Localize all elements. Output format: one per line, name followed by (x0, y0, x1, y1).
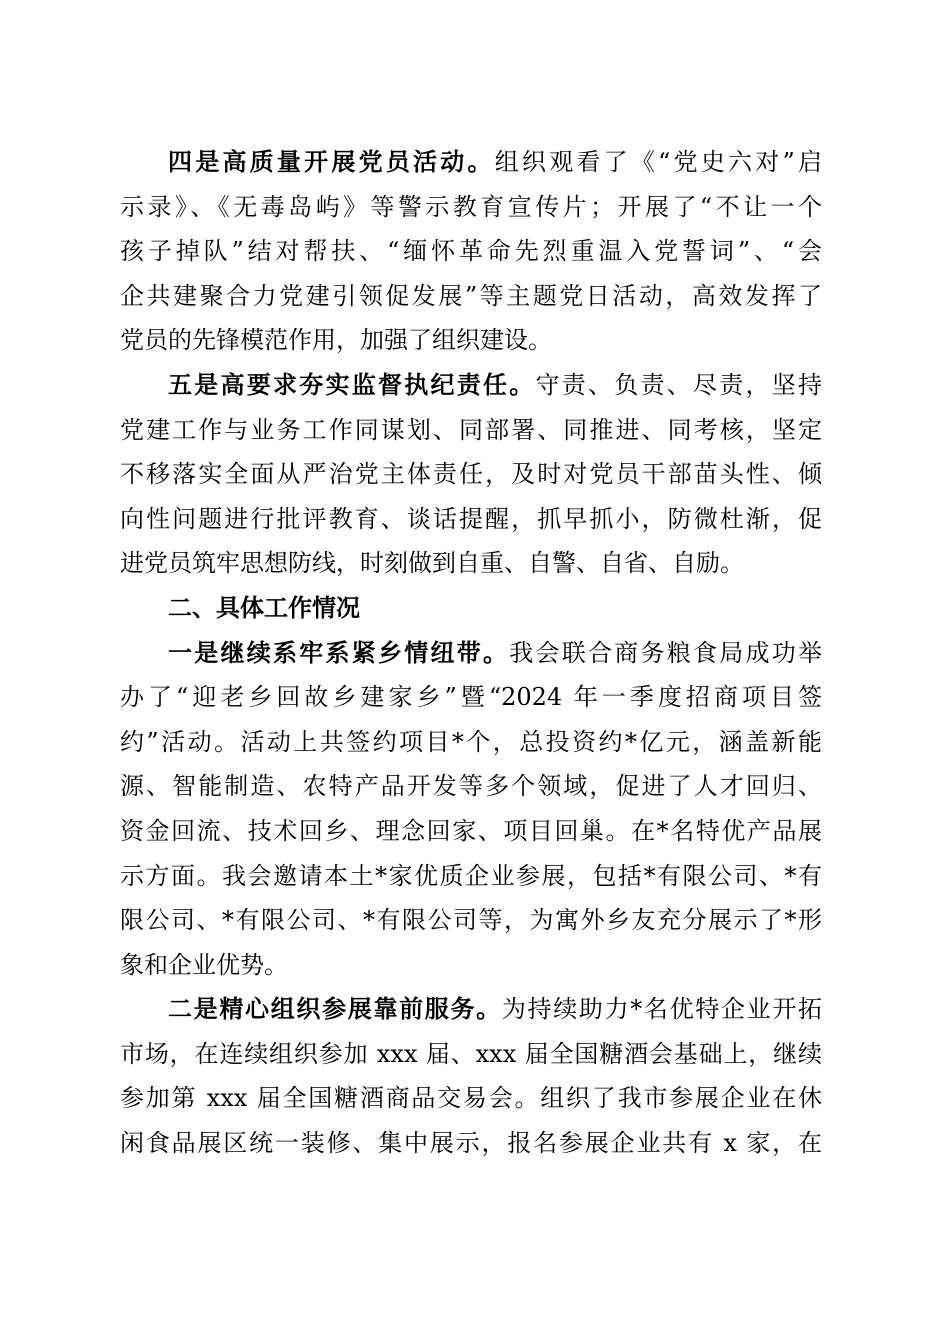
document-page (120, 140, 822, 1166)
paragraph-line (120, 363, 822, 408)
paragraph-exhibition-service (120, 987, 822, 1165)
paragraph-line: 资金回流、技术回乡、理念回家、项目回巢。在*名特优产品展 (120, 816, 822, 845)
paragraph-line: 办了“迎老乡回故乡建家乡”暨“2024 年一季度招商项目签 (120, 683, 822, 712)
paragraph-lead: 二是精心组织参展靠前服务。 (168, 994, 502, 1024)
paragraph-line: 进党员筑牢思想防线，时刻做到自重、自警、自省、自励。 (120, 549, 744, 578)
paragraph-line: 党员的先锋模范作用，加强了组织建设。 (120, 326, 552, 355)
paragraph-hometown-ties (120, 631, 822, 988)
paragraph-line: 示方面。我会邀请本土*家优质企业参展，包括*有限公司、*有 (120, 861, 822, 890)
paragraph-line (120, 987, 822, 1032)
paragraph-line: 限公司、*有限公司、*有限公司等，为寓外乡友充分展示了*形 (120, 906, 822, 935)
paragraph-line: 市场，在连续组织参加 xxx 届、xxx 届全国糖酒会基础上，继续 (120, 1039, 822, 1068)
paragraph-line: 向性问题进行批评教育、谈话提醒，抓早抓小，防微杜渐，促 (120, 504, 822, 533)
paragraph-supervision-discipline (120, 363, 822, 586)
paragraph-line: 企共建聚合力党建引领促发展”等主题党日活动，高效发挥了 (120, 281, 822, 310)
paragraph-line: 闲食品展区统一装修、集中展示，报名参展企业共有 x 家，在 (120, 1129, 822, 1158)
paragraph-lead: 五是高要求夯实监督执纪责任。 (168, 369, 536, 399)
paragraph-line: 孩子掉队”结对帮扶、“缅怀革命先烈重温入党誓词”、“会 (120, 237, 822, 266)
paragraph-line (120, 140, 822, 185)
paragraph-line: 象和企业优势。 (120, 950, 288, 979)
paragraph-line: 参加第 xxx 届全国糖酒商品交易会。组织了我市参展企业在休 (120, 1084, 822, 1113)
paragraph-line (120, 631, 822, 676)
paragraph-line: 不移落实全面从严治党主体责任，及时对党员干部苗头性、倾 (120, 460, 822, 489)
paragraph-text: 组织观看了《“党史六对”启 (494, 148, 822, 176)
paragraph-line: 示录》、《无毒岛屿》等警示教育宣传片；开展了“不让一个 (120, 192, 822, 221)
paragraph-text: 守责、负责、尽责，坚持 (535, 370, 822, 399)
paragraph-party-activities (120, 140, 822, 363)
paragraph-lead: 一是继续系牢系紧乡情纽带。 (168, 637, 510, 667)
paragraph-lead: 四是高质量开展党员活动。 (168, 147, 495, 176)
paragraph-text: 为持续助力*名优特企业开拓 (501, 995, 822, 1024)
paragraph-line: 约”活动。活动上共签约项目*个，总投资约*亿元，涵盖新能 (120, 727, 822, 756)
paragraph-line: 党建工作与业务工作同谋划、同部署、同推进、同考核，坚定 (120, 415, 822, 444)
paragraph-line: 源、智能制造、农特产品开发等多个领域，促进了人才回归、 (120, 772, 822, 801)
paragraph-text: 我会联合商务粮食局成功举 (509, 638, 822, 667)
section-heading: 二、具体工作情况 (168, 593, 360, 622)
